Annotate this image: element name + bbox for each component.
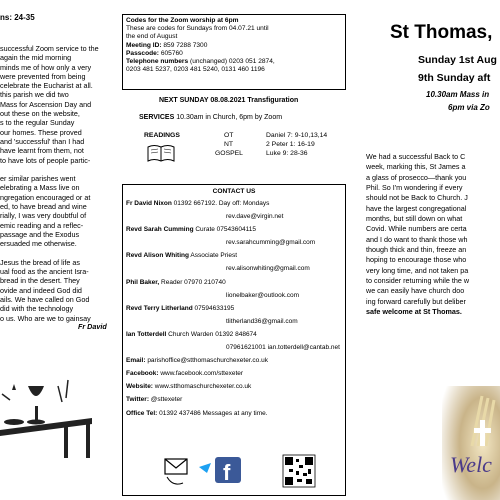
right-body-line: week, marking this, St James a [366,162,466,172]
contact-name: Revd Terry Litherland [126,304,193,312]
zoom-line2: the end of August [126,33,178,41]
contact-detail: rev.alisonwhiting@gmail.com [226,265,310,273]
right-body [366,152,469,318]
right-body-line: Covid. While numbers are certa [366,224,467,234]
reading-ot-ref: Daniel 7: 9-10,13,14 [266,132,328,139]
zoom-codes-box [122,14,346,90]
left-body [0,44,120,323]
right-body-line: should not be Back to Church. J [366,193,468,203]
contact-name: Phil Baker, [126,278,160,286]
contact-entry [126,380,342,393]
right-body-line: to consider returning while the w [366,276,470,286]
contact-entry [126,354,342,367]
zoom-line1: These are codes for Sundays from 04.07.21 until [126,25,269,33]
contact-detail: @sttexeter [149,396,183,404]
zoom-title: Codes for the Zoom worship at 6pm [126,17,239,24]
contact-detail: parishoffice@stthomaschurchexeter.co.uk [145,357,268,365]
contact-name: Ian Totterdell [126,330,167,338]
contact-detail: Church Warden 01392 848674 [166,330,257,338]
left-body-line: ovide and indeed God did [0,285,82,295]
left-body-line [0,249,120,258]
left-body-line: bread in the desert. They [0,276,80,286]
right-body-line: We had a successful Back to C [366,152,466,161]
left-body-line: to have lots of people partic- [0,155,91,165]
right-body-line: safe welcome at St Thomas. [366,307,462,317]
contact-detail: www.facebook.com/sttexeter [158,370,244,378]
contact-name: Website: [126,383,153,391]
contact-entry [126,315,342,328]
phone-label: Telephone numbers [126,58,189,66]
contact-name: Facebook: [126,370,159,378]
contact-entry [126,249,342,262]
contact-detail: lionelbaker@outlook.com [226,291,300,299]
left-body-line: minds me of how only a very [0,62,92,72]
contact-detail: 07961621001 ian.totterdell@cantab.net [226,344,340,352]
church-title: St Thomas, [390,22,493,43]
contact-detail: rev.sarahcumming@gmail.com [226,239,316,247]
contact-detail: rev.dave@virgin.net [226,213,284,221]
right-body-line: have the largest congregational [366,203,467,213]
left-body-line: out these on the website, [0,109,80,119]
left-body-line: ngregation encouraged or at [0,192,91,202]
right-body-line: very long time, and not taken pa [366,265,469,275]
left-body-line: our homes. These proved [0,127,82,137]
contact-name: Revd Sarah Cumming [126,226,194,234]
qr-code-icon [283,455,315,487]
left-body-line [0,165,120,174]
reading-gospel-ref: Luke 9: 28-36 [266,150,308,157]
contact-detail: www.stthomaschurchexeter.co.uk [152,383,252,391]
contact-name: Revd Alison Whiting [126,252,189,260]
reading-nt-ref: 2 Peter 1: 16-19 [266,141,315,148]
left-body-line: er similar parishes went [0,174,76,184]
left-body-line: this parish we did two [0,90,69,100]
contact-icons [163,453,343,493]
contact-entry [126,289,342,302]
readings-block [140,131,340,171]
services-label: SERVICES [139,114,175,121]
contact-entry [126,262,342,275]
left-body-line: were prevented from being [0,71,86,81]
contact-entry [126,236,342,249]
contact-entry [126,210,342,223]
left-column [0,0,120,500]
mass-time: 10.30am Mass in [426,90,490,99]
left-body-line: rially, I was very doubtful of [0,211,87,221]
zoom-time: 6pm via Zo [448,103,490,112]
right-body-line: ing forward carefully but deliber [366,296,466,306]
left-body-line: and 'successful' than I had [0,136,85,146]
left-body-line: have learnt from them, not [0,146,84,156]
right-body-line: a glass of prosecco—thank you [366,172,467,182]
readings-label: READINGS [144,132,180,139]
contact-entry [126,276,342,289]
right-body-line: and I do want to thank those wh [366,234,468,244]
contact-entry [126,367,342,380]
contact-entry [126,407,342,420]
meeting-id: 859 7288 7300 [161,41,208,49]
left-body-line: ual food as the ancient Isra- [0,267,89,277]
left-body-line: emic reading and a reflec- [0,220,84,230]
left-body-line: elebrating a Mass live on [0,183,80,193]
next-sunday-title: NEXT SUNDAY 08.08.2021 Transfiguration [159,97,299,104]
right-body-line: we can easily have church doo [366,286,465,296]
welcome-text: Welc [450,452,492,477]
contact-detail: Associate Priest [188,252,238,260]
left-body-line: o us. Who are we to gainsay [0,313,91,323]
contact-list [126,197,342,420]
services-value: 10.30am in Church, 6pm by Zoom [174,114,283,121]
left-body-line: ed, to have bread and wine [0,202,87,212]
left-body-line: Jesus the bread of life as [0,257,80,267]
left-body-line: ails. We have called on God [0,295,90,305]
contact-entry [126,328,342,341]
right-column [356,0,500,500]
left-body-line: s to the regular Sunday [0,118,75,128]
next-sunday-section [122,94,346,172]
left-body-line: did with the technology [0,304,74,314]
book-icon [146,143,176,163]
contact-detail: Reader 07970 210740 [159,278,226,286]
contact-name: Email: [126,357,146,365]
reading-gospel-book: GOSPEL [215,150,243,157]
contact-detail: Curate 07543604115 [193,226,256,234]
right-body-line: hoping to encourage those who [366,255,467,265]
contact-box [122,184,346,496]
contact-detail: 01392 667192. Day off: Mondays [171,200,270,207]
contact-entry [126,302,342,315]
phone-numbers-1: (unchanged) 0203 051 2874, [188,58,275,66]
facebook-icon [199,457,241,485]
contact-name: Twitter: [126,396,149,404]
sunday-heading: 9th Sunday aft [418,72,491,84]
contact-entry [126,341,342,354]
contact-entry [126,197,342,210]
contact-detail: 01392 437486 Messages at any time. [157,409,268,417]
contact-name: Fr David Nixon [126,200,172,207]
svg-text:f: f [223,460,231,485]
chalice-icon [0,372,120,462]
email-icon [165,459,187,484]
right-body-line: though thick and thin, freeze an [366,245,467,255]
left-body-line: Mass for Ascension Day and [0,99,92,109]
contact-title: CONTACT US [212,188,256,195]
left-body-line: celebrate the Eucharist at all. [0,81,93,91]
signature: Fr David [78,322,107,331]
left-body-line: passage and the Exodus [0,229,80,239]
reading-ot-book: OT [224,132,234,139]
welcome-image [442,386,500,500]
contact-entry [126,223,342,236]
reading-nt-book: NT [224,141,234,148]
right-body-line: Phil. So I'm wondering if every [366,183,463,193]
contact-detail: 07594633195 [192,304,235,312]
contact-detail: tlitherland36@gmail.com [226,317,298,325]
phone-numbers-2: 0203 481 5237, 0203 481 5240, 0131 460 1196 [126,66,265,74]
left-body-line: ersuaded me otherwise. [0,239,77,249]
left-body-line: again the mid morning [0,53,72,63]
middle-column [122,14,350,498]
right-body-line: months, but still down on what [366,214,463,224]
left-heading: ns: 24-35 [0,13,35,22]
date-heading: Sunday 1st Aug [418,54,497,66]
contact-entry [126,393,342,406]
left-body-line: successful Zoom service to the [0,44,99,53]
meeting-label: Meeting ID: [126,41,162,49]
passcode-label: Passcode: [126,49,159,57]
passcode: 605760 [159,49,183,57]
contact-name: Office Tel: [126,409,158,417]
